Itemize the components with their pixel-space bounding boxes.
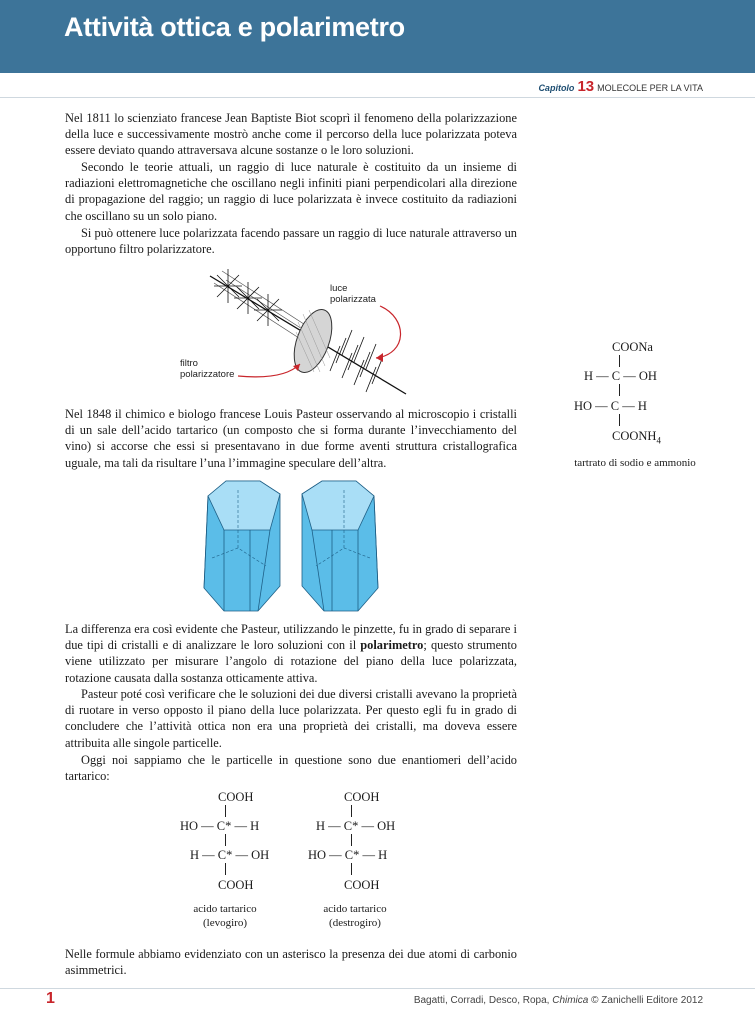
levo-row-1: HO — C* — H — [180, 819, 260, 833]
paragraph-enantiomers: Oggi noi sappiamo che le particelle in questione sono due enantiomeri dell’acido tartarico: — [65, 753, 517, 784]
formula-bottom-main: COONH — [612, 429, 657, 443]
polarimeter-text-after: ; questo strumento viene utilizzato per misurare l’angolo di rotazione del piano della luce polarizzata, rotazione causata dalla sostanza otticamente attiva. — [65, 638, 517, 685]
dextro-row-2: HO — C* — H — [308, 848, 388, 862]
chapter-divider — [0, 97, 755, 98]
polarimeter-text-before: La differenza era così evidente che Pasteur, utilizzando le pinzette, fu in grado di separare i due tipi di cristalli e di analizzare le loro soluzioni con il — [65, 622, 517, 653]
polarizer-figure — [170, 266, 420, 401]
footer-divider — [0, 988, 755, 989]
chapter-number: 13 — [577, 78, 595, 95]
page-title: Attività ottica e polarimetro — [64, 12, 405, 42]
paragraph-asymmetric-carbons: Nelle formule abbiamo evidenziato con un asterisco la presenza dei due atomi di carbonio asimmetrici. — [65, 947, 517, 978]
bond-line — [351, 834, 352, 846]
dextro-bottom-group: COOH — [344, 878, 380, 892]
chapter-name: MOLECOLE PER LA VITA — [597, 83, 703, 93]
label-filter-line-2: polarizzatore — [180, 369, 235, 380]
dextro-caption-line-2: (destrogiro) — [329, 916, 381, 929]
polarimeter-term: polarimetro — [360, 638, 424, 653]
bond-line — [225, 805, 226, 817]
paragraph-theory: Secondo le teorie attuali, un raggio di luce naturale è costituito da un insieme di radiazioni elettromagnetiche che oscillano negli infiniti piani perpendicolari alla direzione di propagazione del raggio; un raggio di luce polarizzata è invece costituito da radiazioni che oscillano su un solo piano. — [65, 160, 517, 223]
footer-book-title: Chimica — [552, 995, 589, 1006]
levo-caption — [170, 903, 280, 930]
paragraph-polarimeter — [65, 621, 517, 686]
tartaric-acid-dextro-formula — [308, 790, 418, 935]
paragraph-biot: Nel 1811 lo scienziato francese Jean Baptiste Biot scoprì il fenomeno della polarizzazione della luce e successivamente mostrò anche come il percorso della luce polarizzata poteva essere deviato quando attraversava alcune sostanze o le loro soluzioni. — [65, 111, 517, 158]
label-polarized-light — [330, 283, 376, 305]
dextro-top-group: COOH — [344, 790, 380, 804]
chapter-label: Capitolo — [538, 83, 575, 93]
tartaric-acid-levo-formula — [180, 790, 290, 935]
paragraph-pasteur: Nel 1848 il chimico e biologo francese Louis Pasteur osservando al microscopio i cristalli di un sale dell’acido tartarico (un composto che si forma durante l’invecchiamento del vino) si accorse che essi si presentavano in due forme aventi struttura cristallografica uguale, ma tali da risultare l’una l’immagine speculare dell’altra. — [65, 407, 517, 470]
label-filter-line-1: filtro — [180, 358, 198, 369]
label-light-line-1: luce — [330, 283, 348, 294]
bond-line — [351, 805, 352, 817]
chapter-indicator — [538, 78, 703, 95]
levo-caption-line-2: (levogiro) — [203, 916, 247, 929]
formula-row-2: HO — C — H — [574, 399, 647, 413]
formula-caption: tartrato di sodio e ammonio — [574, 457, 696, 469]
formula-bottom-group — [612, 429, 661, 449]
page-number: 1 — [46, 990, 55, 1007]
levo-bottom-group: COOH — [218, 878, 254, 892]
dextro-row-1: H — C* — OH — [316, 819, 396, 833]
sodium-ammonium-tartrate-formula — [560, 340, 710, 475]
bond-line — [619, 355, 620, 367]
label-polarizing-filter — [180, 358, 234, 380]
paragraph-verification: Pasteur poté così verificare che le soluzioni dei due diversi cristalli avevano la proprietà di ruotare in verso opposto il piano della luce polarizzata. Per questo egli fu in grado di concludere che l’attività ottica non era una proprietà dei cristalli, ma doveva essere attribuita alle singole particelle. — [65, 687, 517, 750]
footer-copyright: © Zanichelli Editore 2012 — [591, 995, 703, 1006]
bond-line — [619, 384, 620, 396]
crystal-right — [302, 481, 378, 611]
formula-bottom-subscript: 4 — [656, 435, 661, 446]
paragraph-polarizer: Si può ottenere luce polarizzata facendo passare un raggio di luce naturale attraverso un opportuno filtro polarizzatore. — [65, 226, 517, 257]
polarizer-diagram — [170, 266, 420, 401]
levo-row-2: H — C* — OH — [190, 848, 270, 862]
dextro-caption-line-1: acido tartarico — [323, 903, 387, 915]
label-light-line-2: polarizzata — [330, 294, 376, 305]
footer-credits — [414, 995, 703, 1006]
crystal-left — [204, 481, 280, 611]
crystals-diagram — [200, 478, 382, 613]
bond-line — [351, 863, 352, 875]
dextro-caption — [300, 903, 410, 930]
bond-line — [619, 414, 620, 426]
bond-line — [225, 834, 226, 846]
footer-authors: Bagatti, Corradi, Desco, Ropa, — [413, 995, 550, 1006]
bond-line — [225, 863, 226, 875]
levo-top-group: COOH — [218, 790, 254, 804]
formula-row-1: H — C — OH — [584, 369, 657, 383]
formula-top-group: COONa — [612, 340, 653, 354]
levo-caption-line-1: acido tartarico — [193, 903, 257, 915]
tartrate-crystals-figure — [200, 478, 382, 613]
